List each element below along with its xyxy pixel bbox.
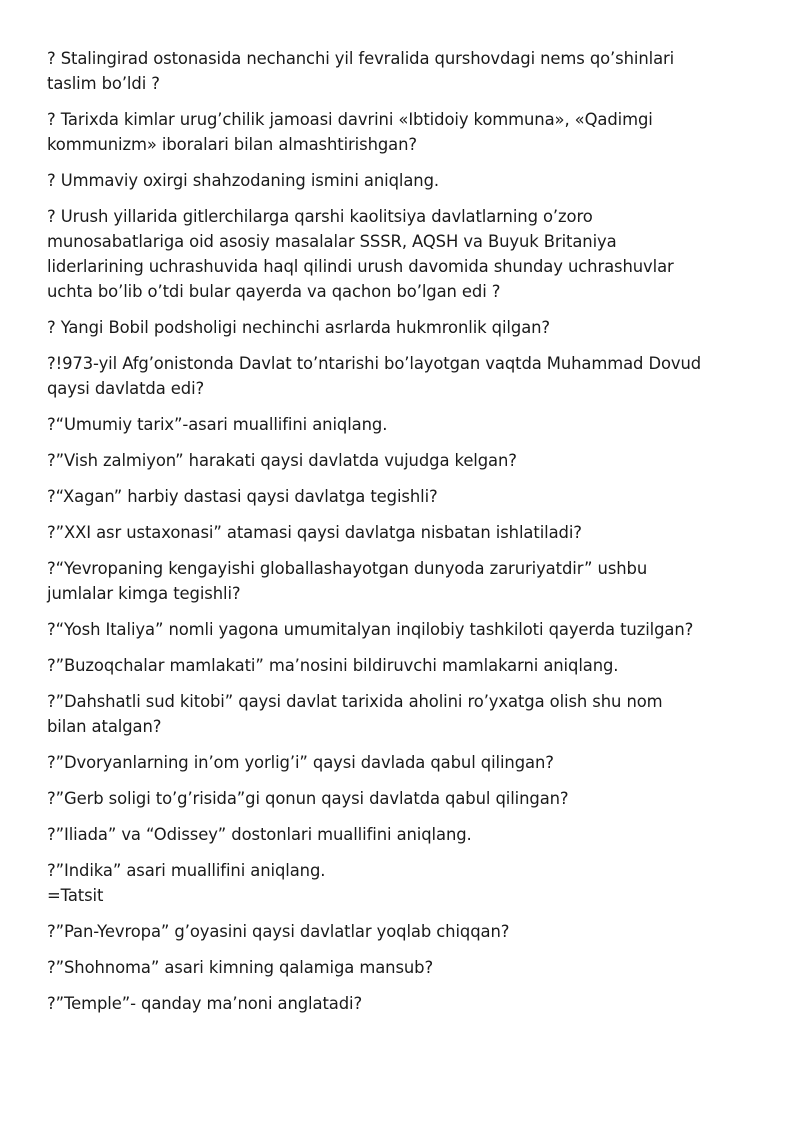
question-text-line: uchta bo’lib o’tdi bular qayerda va qachon bo’lgan edi ? [47,282,501,301]
question-text-line: ?”Dahshatli sud kitobi” qaysi davlat tarixida aholini ro’yxatga olish shu nom [47,692,663,711]
question-item [47,351,767,401]
question-text-line: ?”Gerb soligi to’g’risida”gi qonun qaysi davlatda qabul qilingan? [47,789,569,808]
question-text-line: ? Ummaviy oxirgi shahzodaning ismini aniqlang. [47,171,439,190]
question-text-line: =Tatsit [47,886,104,905]
question-text-line: ?”Shohnoma” asari kimning qalamiga mansub? [47,958,434,977]
question-text-line: ?!973-yil Afg’onistonda Davlat to’ntarishi bo’layotgan vaqtda Muhammad Dovud [47,354,702,373]
question-text-line: munosabatlariga oid asosiy masalalar SSSR, AQSH va Buyuk Britaniya [47,232,617,251]
question-text-line: ?”Buzoqchalar mamlakati” ma’nosini bildiruvchi mamlakarni aniqlang. [47,656,619,675]
question-item [47,750,767,775]
question-text-line: ? Stalingirad ostonasida nechanchi yil fevralida qurshovdagi nems qo’shinlari [47,49,675,68]
question-text-line: ?”XXI asr ustaxonasi” atamasi qaysi davlatga nisbatan ishlatiladi? [47,523,582,542]
question-item [47,955,767,980]
question-text-line: ?“Yevropaning kengayishi globallashayotgan dunyoda zaruriyatdir” ushbu [47,559,648,578]
question-text-line: ?”Dvoryanlarning in’om yorlig’i” qaysi davlada qabul qilingan? [47,753,554,772]
question-item [47,448,767,473]
question-item [47,315,767,340]
question-text-line: taslim bo’ldi ? [47,74,160,93]
question-text-line: liderlarining uchrashuvida haql qilindi urush davomida shunday uchrashuvlar [47,257,674,276]
question-item [47,653,767,678]
question-item [47,107,767,157]
question-text-line: ?”Vish zalmiyon” harakati qaysi davlatda vujudga kelgan? [47,451,517,470]
question-item [47,689,767,739]
question-text-line: ?”Pan-Yevropa” g’oyasini qaysi davlatlar yoqlab chiqqan? [47,922,510,941]
question-item [47,46,767,96]
question-text-line: ?”Temple”- qanday ma’noni anglatadi? [47,994,363,1013]
question-text-line: bilan atalgan? [47,717,162,736]
question-item [47,520,767,545]
question-item [47,168,767,193]
question-item [47,858,767,908]
question-text-line: ? Urush yillarida gitlerchilarga qarshi kaolitsiya davlatlarning o’zoro [47,207,593,226]
question-text-line: ?“Xagan” harbiy dastasi qaysi davlatga tegishli? [47,487,438,506]
question-item [47,617,767,642]
question-text-line: kommunizm» iboralari bilan almashtirishgan? [47,135,418,154]
question-text-line: jumlalar kimga tegishli? [47,584,241,603]
question-text-line: ?“Umumiy tarix”-asari muallifini aniqlang. [47,415,388,434]
question-text-line: qaysi davlatda edi? [47,379,205,398]
question-text-line: ? Yangi Bobil podsholigi nechinchi asrlarda hukmronlik qilgan? [47,318,551,337]
question-text-line: ?”Indika” asari muallifini aniqlang. [47,861,326,880]
question-item [47,204,767,304]
question-item [47,484,767,509]
question-text-line: ? Tarixda kimlar urug’chilik jamoasi davrini «Ibtidoiy kommuna», «Qadimgi [47,110,653,129]
question-text-line: ?“Yosh Italiya” nomli yagona umumitalyan inqilobiy tashkiloti qayerda tuzilgan? [47,620,694,639]
question-item [47,991,767,1016]
question-item [47,786,767,811]
question-item [47,556,767,606]
question-item [47,822,767,847]
question-text-line: ?”Iliada” va “Odissey” dostonlari muallifini aniqlang. [47,825,472,844]
document-page [47,46,767,1027]
question-item [47,412,767,437]
question-item [47,919,767,944]
